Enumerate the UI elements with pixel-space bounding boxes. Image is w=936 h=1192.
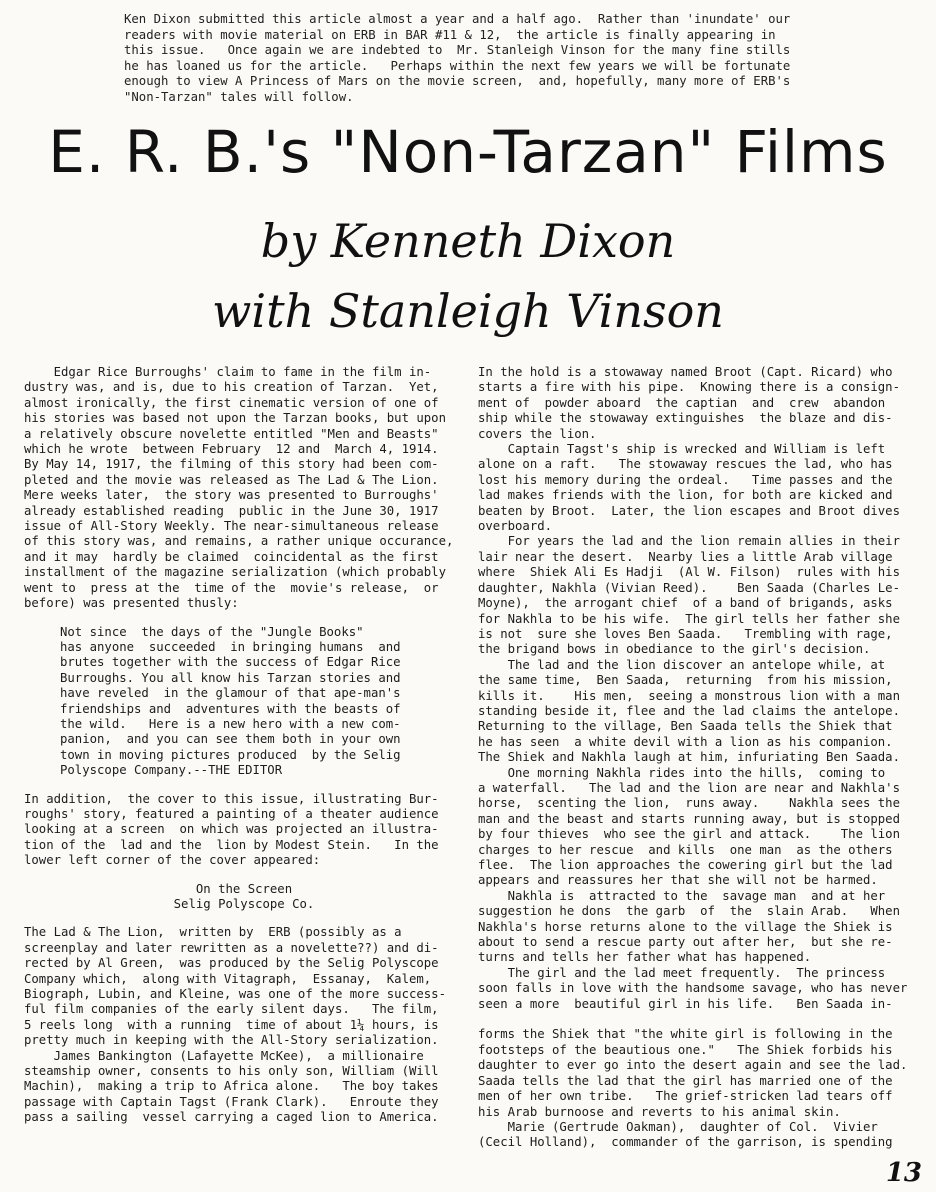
text-line: by four thieves who see the girl and attack. The lion bbox=[478, 827, 900, 842]
text-line: Polyscope Company.--THE EDITOR bbox=[60, 763, 283, 778]
text-line: town in moving pictures produced by the Selig bbox=[60, 747, 401, 762]
text-line: friendships and adventures with the beasts of bbox=[60, 701, 401, 716]
text-line: pretty much in keeping with the All-Story serialization. bbox=[24, 1033, 439, 1048]
text-line: screenplay and later rewritten as a novelette??) and di- bbox=[24, 940, 439, 955]
text-line: In the hold is a stowaway named Broot (Capt. Ricard) who bbox=[478, 365, 893, 379]
text-line: dustry was, and is, due to his creation of Tarzan. Yet, bbox=[24, 380, 439, 395]
text-line: and it may hardly be claimed coincidental as the first bbox=[24, 549, 439, 564]
text-line: tion of the lad and the lion by Modest Stein. In the bbox=[24, 837, 439, 852]
text-line bbox=[478, 1012, 922, 1027]
text-line: starts a fire with his pipe. Knowing there is a consign- bbox=[478, 380, 900, 395]
text-line: turns and tells her father what has happened. bbox=[478, 950, 812, 965]
text-line: covers the lion. bbox=[478, 426, 597, 441]
text-line: pleted and the movie was released as The Lad & The Lion. bbox=[24, 472, 439, 487]
text-line: appears and reassures her that she will not be harmed. bbox=[478, 873, 878, 888]
text-line: flee. The lion approaches the cowering girl but the lad bbox=[478, 858, 893, 872]
text-line: almost ironically, the first cinematic version of one of bbox=[24, 395, 439, 410]
text-line: ship while the stowaway extinguishes the blaze and dis- bbox=[478, 411, 893, 426]
text-line: Not since the days of the "Jungle Books" bbox=[60, 624, 364, 639]
cover-line-2: Selig Polyscope Co. bbox=[173, 897, 315, 911]
text-line: ment of powder aboard the captian and crew abandon bbox=[478, 395, 886, 410]
text-line: suggestion he dons the garb of the slain Arab. When bbox=[478, 904, 900, 919]
text-line: he has loaned us for the article. Perhaps within the next few years we will be fortunate bbox=[124, 58, 791, 73]
text-line: Nakhla's horse returns alone to the village the Shiek is bbox=[478, 919, 893, 934]
paragraph-intro bbox=[24, 365, 464, 612]
byline-author: by Kenneth Dixon bbox=[260, 214, 676, 268]
text-line: the wild. Here is a new hero with a new com- bbox=[60, 716, 401, 731]
text-line: issue of All-Story Weekly. The near-simultaneous release bbox=[24, 519, 439, 534]
text-line: panion, and you can see them both in your own bbox=[60, 732, 401, 747]
text-line: his stories was based not upon the Tarzan books, but upon bbox=[24, 411, 446, 426]
text-line: has anyone succeeded in bringing humans and bbox=[60, 639, 401, 654]
text-line: where Shiek Ali Es Hadji (Al W. Filson) rules with his bbox=[478, 565, 900, 580]
text-line: man and the beast and starts running away, but is stopped bbox=[478, 811, 900, 826]
text-line: charges to her rescue and kills one man as the others bbox=[478, 842, 893, 857]
text-line: Nakhla is attracted to the savage man and at her bbox=[478, 888, 886, 903]
text-line: Saada tells the lad that the girl has married one of the bbox=[478, 1073, 893, 1088]
text-line: rected by Al Green, was produced by the Selig Polyscope bbox=[24, 956, 439, 971]
text-line: James Bankington (Lafayette McKee), a millionaire bbox=[24, 1048, 424, 1063]
text-line: Edgar Rice Burroughs' claim to fame in the film in- bbox=[24, 365, 432, 379]
text-line: looking at a screen on which was projected an illustra- bbox=[24, 822, 439, 837]
text-line: By May 14, 1917, the filming of this story had been com- bbox=[24, 457, 439, 472]
text-line: a relatively obscure novelette entitled "Men and Beasts" bbox=[24, 426, 439, 441]
text-line: overboard. bbox=[478, 519, 553, 534]
text-line: a waterfall. The lad and the lion are near and Nakhla's bbox=[478, 780, 900, 795]
text-line: For years the lad and the lion remain allies in their bbox=[478, 534, 900, 549]
text-line: Biograph, Lubin, and Kleine, was one of the more success- bbox=[24, 987, 446, 1002]
text-line: lad makes friends with the lion, for both are kicked and bbox=[478, 488, 893, 503]
editor-intro-note bbox=[124, 12, 830, 106]
left-column bbox=[24, 365, 464, 1126]
text-line: passage with Captain Tagst (Frank Clark). Enroute they bbox=[24, 1094, 439, 1109]
text-line: this issue. Once again we are indebted to Mr. Stanleigh Vinson for the many fine stills bbox=[124, 43, 791, 58]
text-line: daughter to ever go into the desert again and see the lad. bbox=[478, 1058, 908, 1073]
text-line: about to send a rescue party out after her, but she re- bbox=[478, 935, 893, 950]
text-line: Returning to the village, Ben Saada tells the Shiek that bbox=[478, 719, 893, 734]
text-line: beaten by Broot. Later, the lion escapes and Broot dives bbox=[478, 503, 900, 518]
text-line: steamship owner, consents to his only son, William (Will bbox=[24, 1064, 439, 1079]
text-line: have reveled in the glamour of that ape-man's bbox=[60, 686, 401, 701]
paragraph-cover bbox=[24, 792, 464, 869]
text-line: Burroughs. You all know his Tarzan stories and bbox=[60, 670, 401, 685]
text-line: horse, scenting the lion, runs away. Nakhla sees the bbox=[478, 796, 900, 811]
text-line: The girl and the lad meet frequently. The princess bbox=[478, 965, 886, 980]
byline-coauthor: with Stanleigh Vinson bbox=[212, 284, 724, 338]
text-line: kills it. His men, seeing a monstrous lion with a man bbox=[478, 688, 900, 703]
text-line: The lad and the lion discover an antelope while, at bbox=[478, 657, 886, 672]
text-line: forms the Shiek that "the white girl is following in the bbox=[478, 1027, 893, 1042]
text-line: went to press at the time of the movie's release, or bbox=[24, 580, 439, 595]
text-line: readers with movie material on ERB in BAR #11 & 12, the article is finally appearing in bbox=[124, 27, 776, 42]
text-line: ful film companies of the early silent days. The film, bbox=[24, 1002, 439, 1017]
text-line: pass a sailing vessel carrying a caged lion to America. bbox=[24, 1110, 439, 1125]
editor-quote bbox=[60, 625, 464, 779]
text-line: before) was presented thusly: bbox=[24, 596, 239, 611]
text-line: installment of the magazine serialization (which probably bbox=[24, 565, 446, 580]
text-line: lost his memory during the ordeal. Time passes and the bbox=[478, 472, 893, 487]
text-line: One morning Nakhla rides into the hills, coming to bbox=[478, 765, 886, 780]
text-line: Captain Tagst's ship is wrecked and William is left bbox=[478, 442, 886, 457]
paragraph-production bbox=[24, 925, 464, 1125]
right-column bbox=[478, 365, 922, 1151]
text-line: Marie (Gertrude Oakman), daughter of Col. Vivier bbox=[478, 1119, 878, 1134]
text-line: he has seen a white devil with a lion as his companion. bbox=[478, 734, 893, 749]
text-line: The Lad & The Lion, written by ERB (possibly as a bbox=[24, 925, 402, 940]
text-line: daughter, Nakhla (Vivian Reed). Ben Saada (Charles Le- bbox=[478, 580, 900, 595]
text-line: Moyne), the arrogant chief of a band of brigands, asks bbox=[478, 596, 893, 611]
text-line: In addition, the cover to this issue, illustrating Bur- bbox=[24, 791, 439, 806]
text-line: "Non-Tarzan" tales will follow. bbox=[124, 89, 354, 104]
text-line: the brigand bows in obediance to the girl's decision. bbox=[478, 642, 871, 657]
text-line: (Cecil Holland), commander of the garrison, is spending bbox=[478, 1135, 893, 1150]
text-line: lair near the desert. Nearby lies a little Arab village bbox=[478, 549, 893, 564]
text-line: alone on a raft. The stowaway rescues the lad, who has bbox=[478, 457, 893, 472]
text-line: the same time, Ben Saada, returning from his mission, bbox=[478, 673, 893, 688]
text-line: for Nakhla to be his wife. The girl tells her father she bbox=[478, 611, 900, 626]
text-line: soon falls in love with the handsome savage, who has never bbox=[478, 981, 908, 996]
text-line: standing beside it, flee and the lad claims the antelope. bbox=[478, 703, 900, 718]
text-line: footsteps of the beautious one." The Shiek forbids his bbox=[478, 1042, 893, 1057]
text-line: 5 reels long with a running time of about 1¼ hours, is bbox=[24, 1017, 439, 1032]
text-line: The Shiek and Nakhla laugh at him, infuriating Ben Saada. bbox=[478, 750, 900, 765]
text-line: Machin), making a trip to Africa alone. The boy takes bbox=[24, 1079, 439, 1094]
text-line: Ken Dixon submitted this article almost a year and a half ago. Rather than 'inundate' our bbox=[124, 12, 791, 26]
page-number: 13 bbox=[885, 1158, 922, 1188]
article-title: E. R. B.'s "Non-Tarzan" Films bbox=[48, 118, 888, 186]
text-line: which he wrote between February 12 and March 4, 1914. bbox=[24, 442, 439, 457]
text-line: of this story was, and remains, a rather unique occurance, bbox=[24, 534, 454, 549]
text-line: brutes together with the success of Edgar Rice bbox=[60, 655, 401, 670]
text-line: Company which, along with Vitagraph, Essanay, Kalem, bbox=[24, 971, 432, 986]
text-line: men of her own tribe. The grief-stricken lad tears off bbox=[478, 1089, 893, 1104]
text-line: already established reading public in the June 30, 1917 bbox=[24, 503, 439, 518]
text-line: Mere weeks later, the story was presented to Burroughs' bbox=[24, 488, 439, 503]
text-line: seen a more beautiful girl in his life. Ben Saada in- bbox=[478, 996, 893, 1011]
cover-line-1: On the Screen bbox=[195, 881, 293, 896]
text-line: enough to view A Princess of Mars on the movie screen, and, hopefully, many more of ERB's bbox=[124, 74, 791, 89]
text-line: lower left corner of the cover appeared: bbox=[24, 853, 321, 868]
text-line: his Arab burnoose and reverts to his animal skin. bbox=[478, 1104, 841, 1119]
text-line: is not sure she loves Ben Saada. Trembling with rage, bbox=[478, 626, 893, 641]
text-line: roughs' story, featured a painting of a theater audience bbox=[24, 806, 439, 821]
